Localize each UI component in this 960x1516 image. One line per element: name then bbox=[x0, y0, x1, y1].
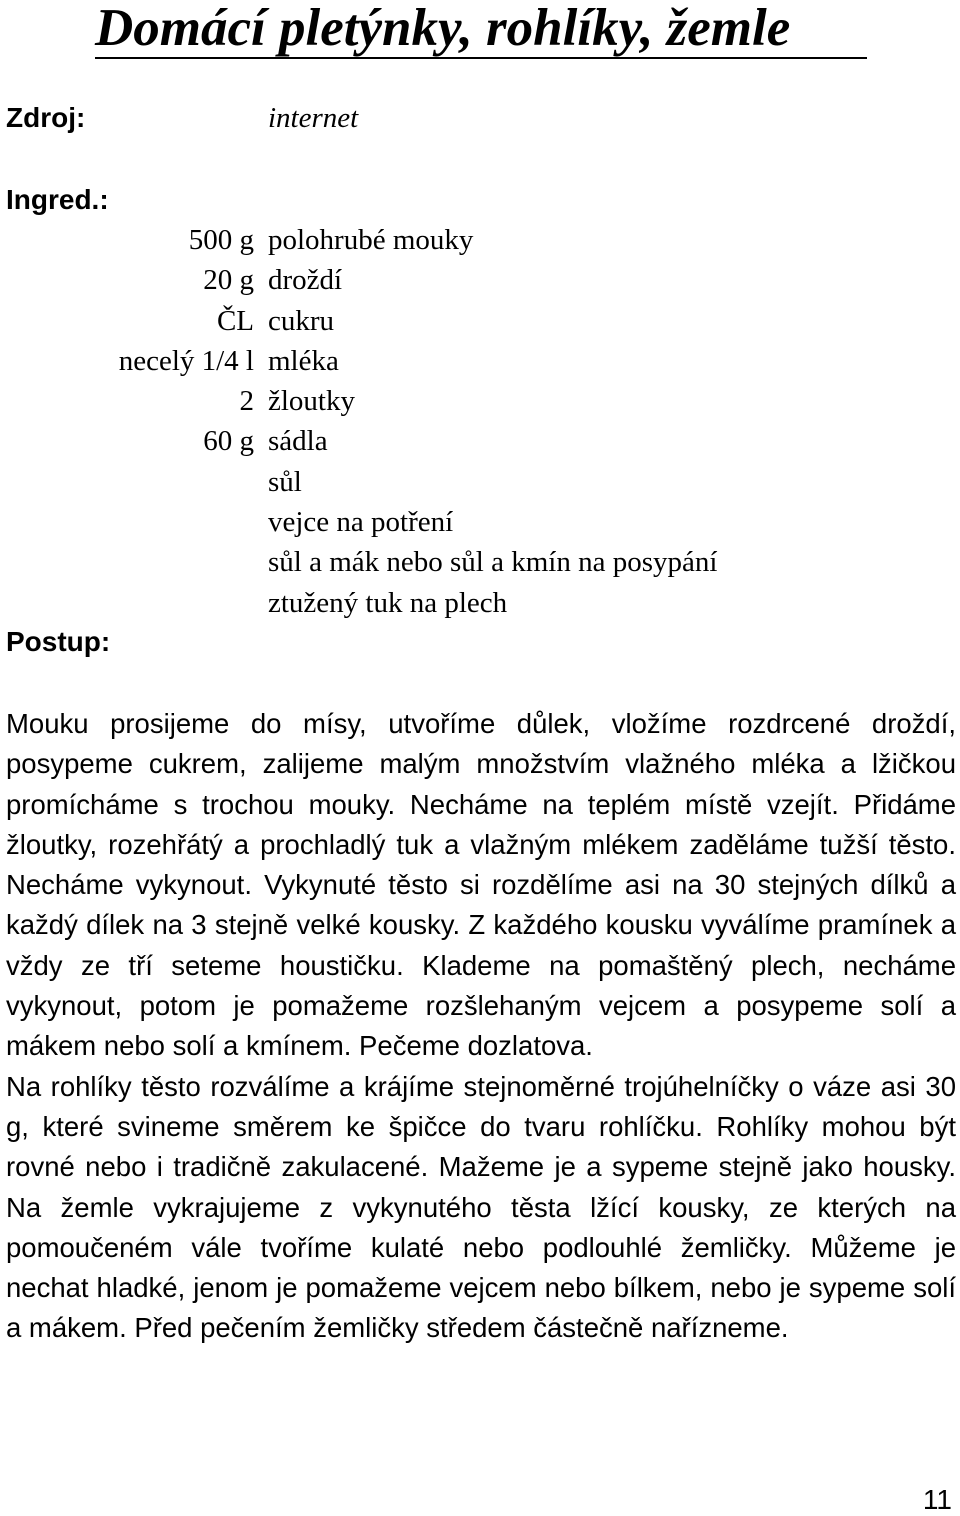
ingredient-row bbox=[0, 341, 960, 381]
ingredient-name: cukru bbox=[268, 304, 335, 337]
ingredient-row bbox=[0, 381, 960, 421]
ingredient-quantity: necelý 1/4 l bbox=[118, 344, 254, 377]
ingredient-name: mléka bbox=[268, 344, 339, 377]
ingredient-quantity: 60 g bbox=[203, 425, 254, 458]
ingredient-row bbox=[0, 542, 960, 582]
ingredient-row bbox=[0, 583, 960, 623]
ingredient-name: sůl bbox=[268, 465, 302, 498]
procedure-text bbox=[6, 704, 956, 1349]
ingredient-row bbox=[0, 462, 960, 502]
ingredient-quantity: 2 bbox=[239, 385, 254, 418]
ingredient-row bbox=[0, 220, 960, 260]
ingredients-label: Ingred.: bbox=[6, 184, 109, 215]
procedure-paragraph: Mouku prosijeme do mísy, utvoříme důlek, vložíme rozdrcené droždí, posypeme cukrem, zalijeme malým množstvím vlažného mléka a lžičkou promícháme s trochou mouky. Necháme na teplém místě vzejít. Přidáme žloutky, rozehřátý a prochladlý tuk a vlažným mlékem zaděláme tužší těsto. Necháme vykynout. Vykynuté těsto si rozdělíme asi na 30 stejných dílků a každý dílek na 3 stejně velké kousky. Z každého kousku vyválíme pramínek a vždy ze tří seteme houstičku. Klademe na pomaštěný plech, necháme vykynout, potom je pomažeme rozšlehaným vejcem a posypeme solí a mákem nebo solí a kmínem. Pečeme dozlatova. bbox=[6, 708, 956, 1062]
recipe-title: Domácí pletýnky, rohlíky, žemle bbox=[95, 0, 867, 59]
source-label: Zdroj: bbox=[6, 102, 86, 133]
ingredient-name: polohrubé mouky bbox=[268, 224, 474, 256]
page-number: 11 bbox=[922, 1484, 952, 1515]
ingredient-name: droždí bbox=[268, 264, 343, 297]
ingredient-row bbox=[0, 301, 960, 341]
ingredient-name: sádla bbox=[268, 425, 328, 458]
procedure-paragraph: Na rohlíky těsto rozválíme a krájíme stejnoměrné trojúhelníčky o váze asi 30 g, které svineme směrem ke špičce do tvaru rohlíčku. Rohlíky mohou být rovné nebo i tradičně zakulacené. Mažeme je a sypeme stejně jako housky. Na žemle vykrajujeme z vykynutého těsta lžící kousky, ze kterých na pomoučeném vále tvoříme kulaté nebo podlouhlé žemličky. Můžeme je nechat hladké, jenom je pomažeme vejcem nebo bílkem, nebo je sypeme solí a mákem. Před pečením žemličky středem částečně nařízneme. bbox=[6, 1070, 956, 1344]
ingredient-name: ztužený tuk na plech bbox=[268, 586, 508, 619]
ingredient-name: sůl a mák nebo sůl a kmín na posypání bbox=[268, 546, 718, 579]
ingredient-row bbox=[0, 502, 960, 542]
ingredient-quantity: 500 g bbox=[188, 224, 254, 256]
source-value: internet bbox=[268, 102, 359, 134]
ingredient-name: žloutky bbox=[268, 385, 355, 418]
ingredient-row bbox=[0, 421, 960, 461]
ingredient-quantity: 20 g bbox=[203, 264, 254, 297]
ingredient-name: vejce na potření bbox=[268, 506, 454, 539]
procedure-label: Postup: bbox=[6, 626, 111, 657]
ingredient-row bbox=[0, 260, 960, 300]
ingredients-list bbox=[0, 220, 960, 623]
ingredient-quantity: ČL bbox=[216, 304, 254, 337]
